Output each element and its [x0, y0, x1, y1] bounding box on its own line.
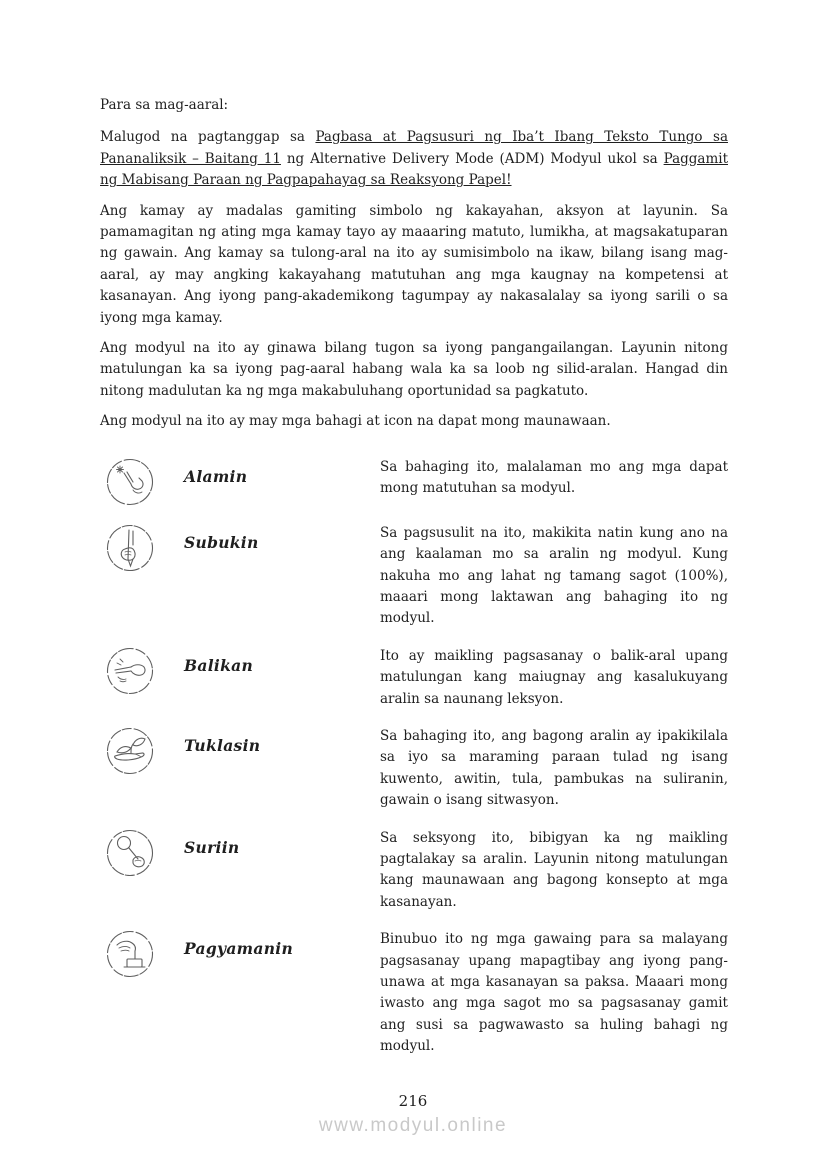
legend-description: Sa bahaging ito, ang bagong aralin ay ipakikilala sa iyo sa maraming paraan tulad ng isang kuwento, awitin, tula, pambukas na suliranin, gawain o isang sitwasyon. [380, 727, 728, 809]
legend-row-suriin [100, 828, 728, 914]
pointing-hand-icon [105, 457, 155, 507]
body-paragraph: Ang modyul na ito ay ginawa bilang tugon sa iyong pangangailangan. Layunin nitong matulungan ka sa iyong pag-aaral habang wala ka sa loob ng silid-aralan. Hangad din nitong madulutan ka ng mga makabuluhang oportunidad sa pagkatuto. [100, 340, 728, 399]
greeting-line: Para sa mag-aaral: [100, 97, 229, 113]
magnifying-glass-hand-icon [105, 828, 155, 878]
hand-with-sprout-icon [105, 726, 155, 776]
page-content [100, 95, 728, 1074]
legend-description: Sa seksyong ito, bibigyan ka ng maikling pagtalakay sa aralin. Layunin nitong matulungan kang maunawaan ang bagong konsepto at mga kasanayan. [380, 829, 728, 910]
module-title-underlined: Pagbasa at Pagsusuri ng Iba’t Ibang Teksto Tungo sa Pananaliksik – Baitang 11 [100, 129, 728, 167]
legend-row-tuklasin [100, 726, 728, 812]
legend-label: Subukin [184, 532, 259, 552]
welcome-segment: ng Alternative Delivery Mode (ADM) Modyul ukol sa [280, 150, 664, 167]
legend-description: Sa bahaging ito, malalaman mo ang mga dapat mong matutuhan sa modyul. [380, 458, 728, 497]
legend-row-balikan [100, 646, 728, 710]
legend-description: Binubuo ito ng mga gawaing para sa malayang pagsasanay upang mapagtibay ang iyong pang-unawa at mga kasanayan sa paksa. Maaari mong iwasto ang mga sagot mo sa pagsasanay gamit ang susi sa pagwawasto sa huling bahagi ng modyul. [380, 931, 728, 1055]
legend-label: Alamin [184, 466, 248, 486]
legend-label: Suriin [184, 837, 240, 857]
watermark-text: www.modyul.online [318, 1115, 508, 1136]
legend-label: Balikan [184, 655, 254, 675]
welcome-segment: Malugod na pagtanggap sa [100, 129, 316, 146]
icon-legend-table [100, 457, 728, 1058]
legend-description: Sa pagsusulit na ito, makikita natin kung ano na ang kaalaman mo sa aralin ng modyul. Kung nakuha mo ang lahat ng tamang sagot (100%), maaari mong laktawan ang bahaging ito ng modyul. [380, 524, 728, 627]
body-paragraph: Ang kamay ay madalas gamiting simbolo ng kakayahan, aksyon at layunin. Sa pamamagitan ng ating mga kamay tayo ay maaaring matuto, lumikha, at magsakatuparan ng gawain. Ang kamay sa tulong-aral na ito ay sumisimbolo na ikaw, bilang isang mag-aaral, ay may angking kakayahang matutuhan ang mga kaugnay na kompetensi at kasanayan. Ang iyong pang-akademikong tagumpay ay nakasalalay sa iyong sarili o sa iyong mga kamay. [100, 202, 728, 326]
legend-description: Ito ay maikling pagsasanay o balik-aral upang matulungan kang maiugnay ang kasalukuyang aralin sa naunang leksyon. [380, 647, 728, 707]
legend-row-subukin [100, 523, 728, 630]
legend-label: Pagyamanin [184, 939, 294, 959]
page-number: 216 [398, 1092, 428, 1110]
module-subtitle-underlined: Paggamit ng Mabisang Paraan ng Pagpapahayag sa Reaksyong Papel! [100, 150, 728, 189]
hand-with-stamp-icon [105, 929, 155, 979]
legend-row-pagyamanin [100, 929, 728, 1057]
pointing-back-hand-icon [105, 646, 155, 696]
hand-holding-pencil-icon [105, 523, 155, 573]
legend-row-alamin [100, 457, 728, 507]
legend-label: Tuklasin [184, 735, 261, 755]
body-paragraph: Ang modyul na ito ay may mga bahagi at icon na dapat mong maunawaan. [100, 413, 611, 430]
welcome-paragraph [100, 127, 728, 191]
